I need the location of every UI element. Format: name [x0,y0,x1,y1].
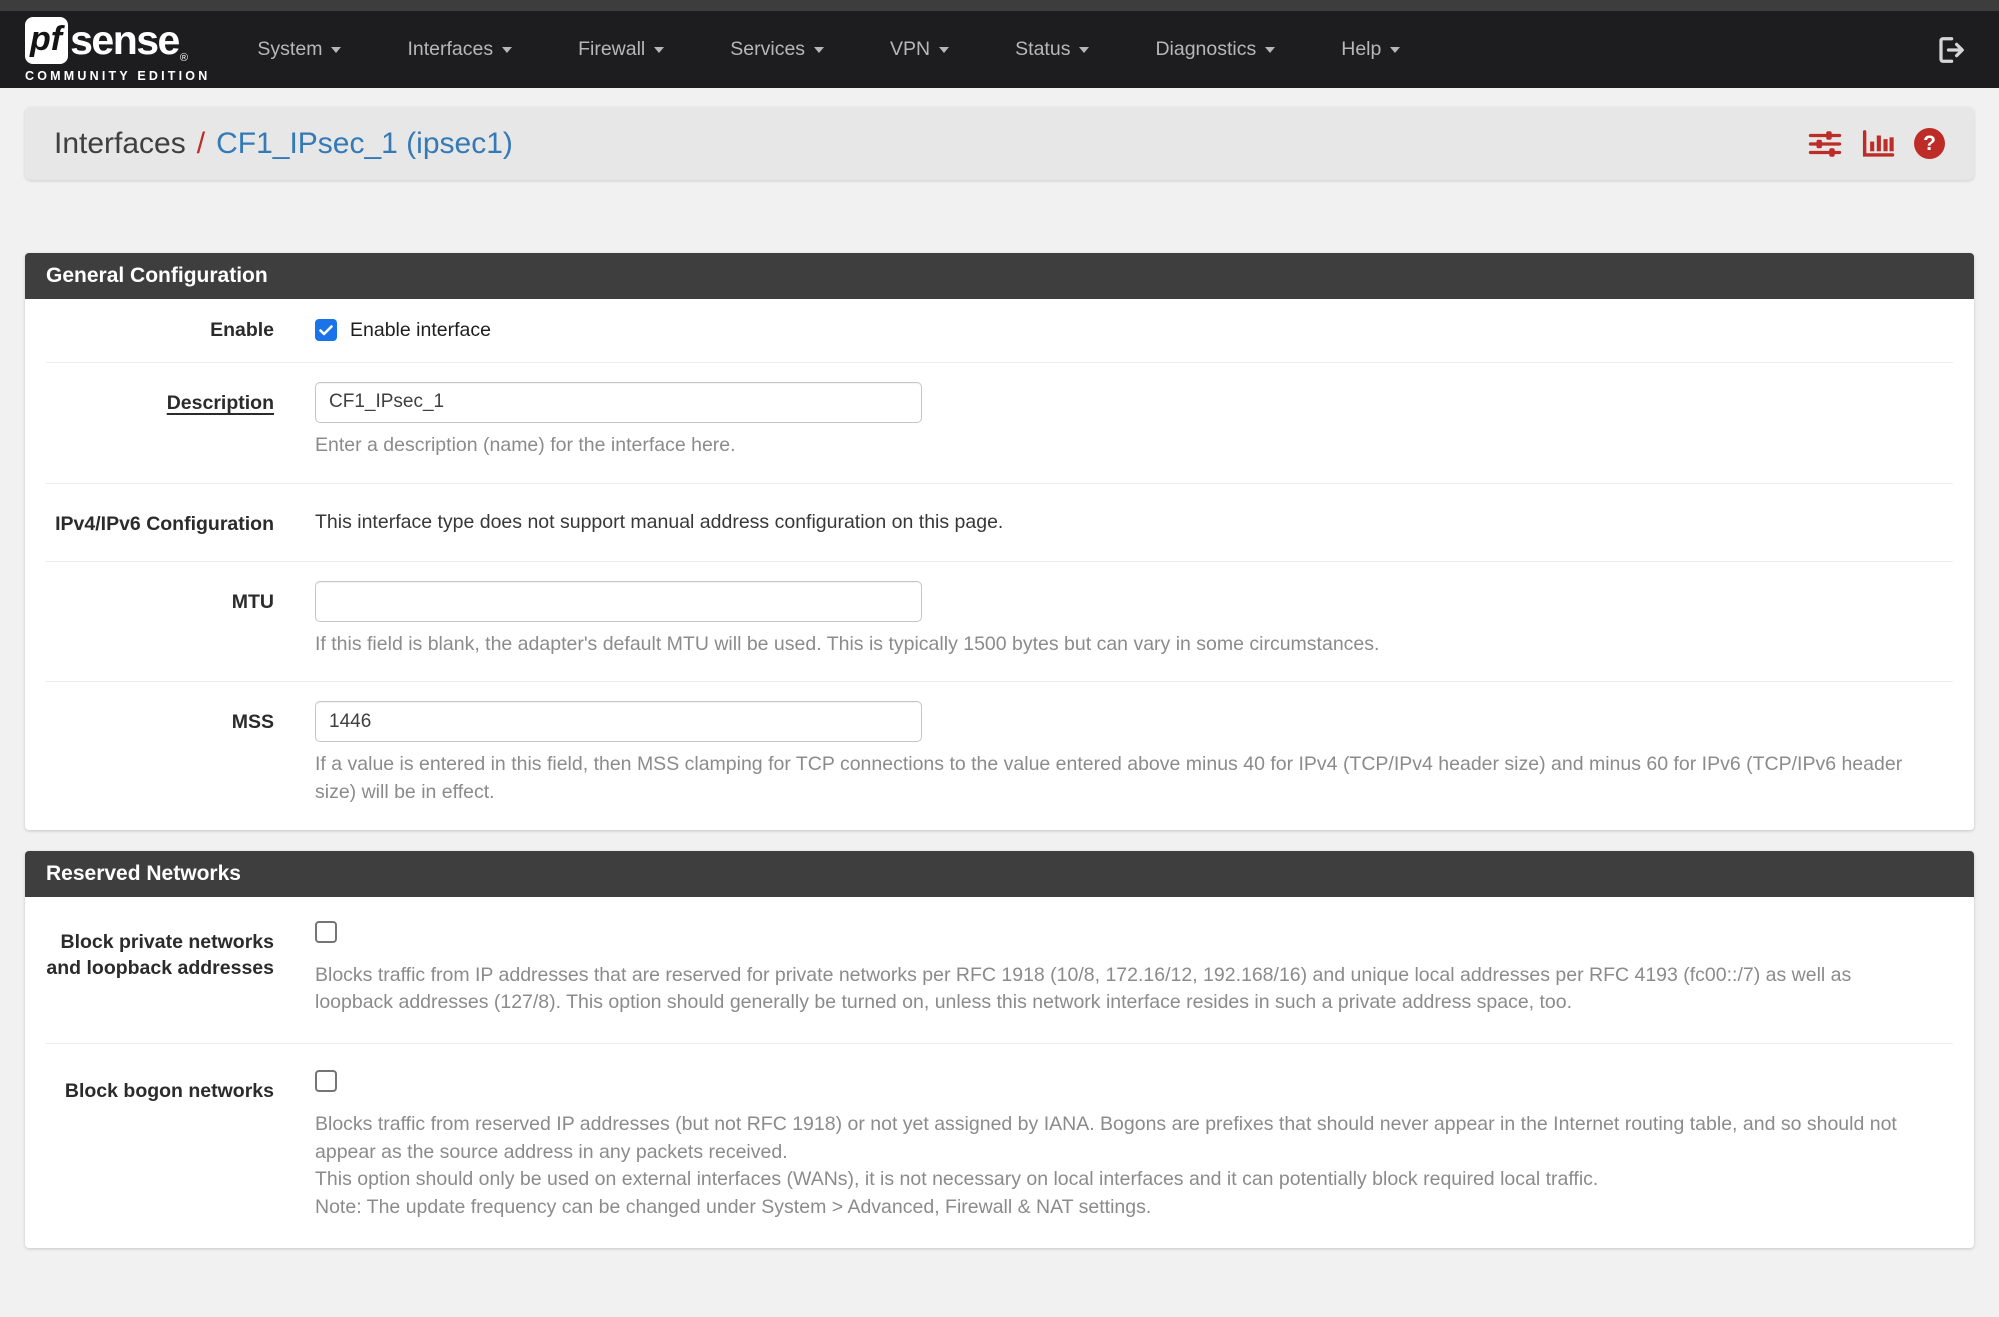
window-top-strip [0,0,1999,11]
mtu-label: MTU [231,590,274,613]
chevron-down-icon [939,47,949,53]
nav-item-vpn[interactable]: VPN [857,11,982,88]
sliders-icon[interactable] [1808,129,1842,159]
sense-logo-text: sense [70,16,179,63]
block-bogon-help-3: Note: The update frequency can be changed under System > Advanced, Firewall & NAT settings. [315,1196,1152,1218]
community-edition-label: COMMUNITY EDITION [25,68,211,83]
enable-interface-label: Enable interface [350,318,491,341]
form-row-enable [46,299,1953,362]
ip-configuration-text: This interface type does not support manual address configuration on this page. [315,510,1004,533]
nav-item-diagnostics[interactable]: Diagnostics [1122,11,1308,88]
form-row-mss [46,681,1953,829]
block-private-label: Block private networks and loopback addresses [46,930,274,980]
general-configuration-panel [25,253,1974,830]
header-actions [1808,128,1945,159]
mss-help: If a value is entered in this field, then MSS clamping for TCP connections to the value entered above minus 40 for IPv4 (TCP/IPv4 header size) and minus 60 for IPv6 (TCP/IPv6 header size) will be in effect. [315,753,1903,803]
description-input[interactable] [315,382,922,423]
chevron-down-icon [502,47,512,53]
chevron-down-icon [1390,47,1400,53]
enable-label: Enable [210,319,274,341]
block-bogon-help-2: This option should only be used on external interfaces (WANs), it is not necessary on local interfaces and it can potentially block required local traffic. [315,1168,1599,1191]
help-icon[interactable]: ? [1914,128,1945,159]
block-bogon-help-1: Blocks traffic from reserved IP addresses (but not RFC 1918) or not yet assigned by IANA. Bogons are prefixes that should never appear in the Internet routing table, and so should not appear as the source address in any packets received. [315,1112,1897,1163]
nav-item-system[interactable]: System [224,11,374,88]
block-private-checkbox[interactable] [315,921,337,943]
chevron-down-icon [654,47,664,53]
block-private-help: Blocks traffic from IP addresses that are reserved for private networks per RFC 1918 (10/8, 172.16/12, 192.168/16) and unique local addresses per RFC 4193 (fc00::/7) as well as loopback addresses (127/8). This option should generally be turned on, unless this network interface resides in such a private address space, too. [315,963,1852,1014]
pfsense-logo[interactable] [25,17,210,83]
mss-label: MSS [231,711,274,734]
breadcrumb-section: Interfaces [54,126,186,160]
mtu-help: If this field is blank, the adapter's default MTU will be used. This is typically 1500 bytes but can vary in some circumstances. [315,632,1380,655]
form-row-block-bogon [46,1043,1953,1248]
registered-mark: ® [179,51,188,64]
panel-title-reserved-networks: Reserved Networks [25,851,1974,897]
form-row-block-private [46,897,1953,1043]
chevron-down-icon [814,47,824,53]
description-help: Enter a description (name) for the interface here. [315,433,736,456]
breadcrumb-separator: / [196,126,206,160]
sign-out-icon[interactable] [1936,35,1974,65]
nav-item-services[interactable]: Services [697,11,857,88]
form-row-mtu [46,561,1953,682]
main-navbar [0,11,1999,88]
nav-item-help[interactable]: Help [1308,11,1433,88]
reserved-networks-panel [25,851,1974,1248]
chart-bar-icon[interactable] [1861,129,1895,159]
pf-logo-badge: pf [25,17,68,64]
block-bogon-label: Block bogon networks [64,1079,274,1102]
nav-menu [224,11,1433,88]
ip-configuration-label: IPv4/IPv6 Configuration [55,512,274,535]
panel-title-general-configuration: General Configuration [25,253,1974,299]
nav-item-firewall[interactable]: Firewall [545,11,697,88]
block-bogon-checkbox[interactable] [315,1070,337,1092]
breadcrumb-panel [25,107,1974,180]
mtu-input[interactable] [315,581,922,622]
nav-item-status[interactable]: Status [982,11,1122,88]
description-label: Description [166,391,274,414]
mss-input[interactable] [315,701,922,742]
enable-interface-checkbox-row[interactable] [315,319,1933,342]
breadcrumb [54,127,513,161]
chevron-down-icon [331,47,341,53]
breadcrumb-page-link[interactable]: CF1_IPsec_1 (ipsec1) [216,126,513,160]
chevron-down-icon [1079,47,1089,53]
enable-interface-checkbox[interactable] [315,319,337,341]
form-row-description [46,362,1953,483]
nav-item-interfaces[interactable]: Interfaces [374,11,545,88]
chevron-down-icon [1265,47,1275,53]
form-row-ip-configuration [46,483,1953,561]
